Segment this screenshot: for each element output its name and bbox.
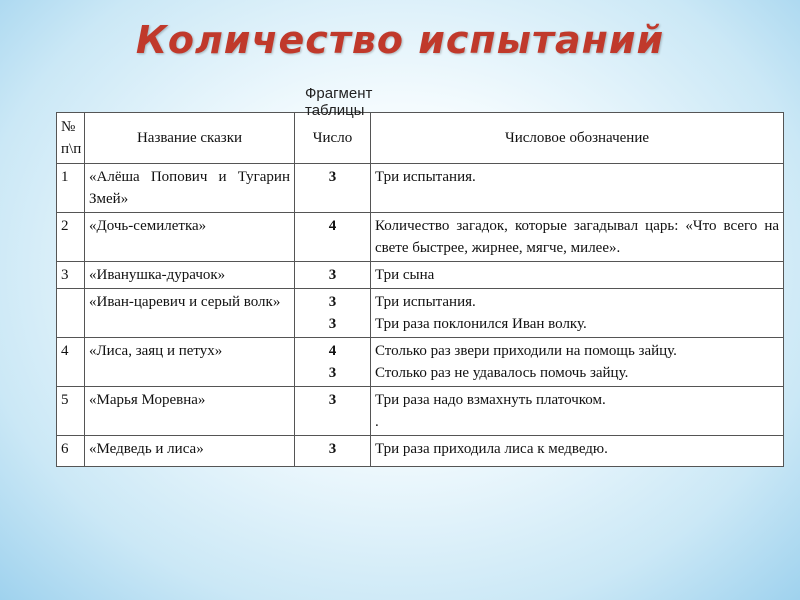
- row-number: 3: [57, 262, 85, 289]
- count-value: 3: [328, 441, 337, 457]
- row-number: 1: [57, 164, 85, 213]
- description-line: Три испытания.: [375, 169, 476, 185]
- description-line: Количество загадок, которые загадывал царь: «Что всего на свете быстрее, жирнее, мягче, милее».: [375, 218, 779, 256]
- tales-table: [56, 112, 784, 467]
- description-line: Столько раз звери приходили на помощь зайцу.: [375, 343, 677, 359]
- trial-count: [295, 289, 371, 338]
- tale-name: «Марья Моревна»: [85, 387, 295, 436]
- trial-count: [295, 338, 371, 387]
- tale-name: «Медведь и лиса»: [85, 436, 295, 467]
- count-value: 3: [328, 392, 337, 408]
- trial-count: [295, 164, 371, 213]
- description-line: Три раза надо взмахнуть платочком.: [375, 392, 606, 408]
- numeric-description: [371, 436, 784, 467]
- trial-count: [295, 436, 371, 467]
- row-number: 2: [57, 213, 85, 262]
- description-line: Три сына: [375, 267, 435, 283]
- description-line: Три раза приходила лиса к медведю.: [375, 441, 608, 457]
- numeric-description: [371, 164, 784, 213]
- count-value: 3: [328, 169, 337, 185]
- count-value: 4: [328, 218, 337, 234]
- count-value: 3: [328, 267, 337, 283]
- table-row: [57, 338, 784, 387]
- trial-count: [295, 387, 371, 436]
- table-subtitle: Фрагмент таблицы: [305, 85, 373, 119]
- description-line: Столько раз не удавалось помочь зайцу.: [375, 365, 629, 381]
- count-value: 3: [328, 316, 337, 332]
- tale-name: «Иванушка-дурачок»: [85, 262, 295, 289]
- table-row: [57, 387, 784, 436]
- row-number: [57, 289, 85, 338]
- description-line: .: [375, 414, 379, 430]
- header-description: Числовое обозначение: [371, 113, 784, 164]
- trial-count: [295, 213, 371, 262]
- description-line: Три раза поклонился Иван волку.: [375, 316, 587, 332]
- count-value: 4: [328, 343, 337, 359]
- header-count: Число: [295, 113, 371, 164]
- numeric-description: [371, 213, 784, 262]
- numeric-description: [371, 338, 784, 387]
- header-tale-name: Название сказки: [85, 113, 295, 164]
- tale-name: «Дочь-семилетка»: [85, 213, 295, 262]
- row-number: 6: [57, 436, 85, 467]
- row-number: 5: [57, 387, 85, 436]
- tale-name: «Алёша Попович и Тугарин Змей»: [85, 164, 295, 213]
- numeric-description: [371, 289, 784, 338]
- table-row: [57, 262, 784, 289]
- header-number: № п\п: [57, 113, 85, 164]
- count-value: 3: [328, 365, 337, 381]
- table-row: [57, 213, 784, 262]
- count-value: 3: [328, 294, 337, 310]
- numeric-description: [371, 262, 784, 289]
- tale-name: «Иван-царевич и серый волк»: [85, 289, 295, 338]
- table-row: [57, 436, 784, 467]
- description-line: Три испытания.: [375, 294, 476, 310]
- trial-count: [295, 262, 371, 289]
- row-number: 4: [57, 338, 85, 387]
- numeric-description: [371, 387, 784, 436]
- table-header-row: [57, 113, 784, 164]
- table-row: [57, 289, 784, 338]
- tale-name: «Лиса, заяц и петух»: [85, 338, 295, 387]
- page-title: Количество испытаний: [135, 18, 665, 62]
- table-row: [57, 164, 784, 213]
